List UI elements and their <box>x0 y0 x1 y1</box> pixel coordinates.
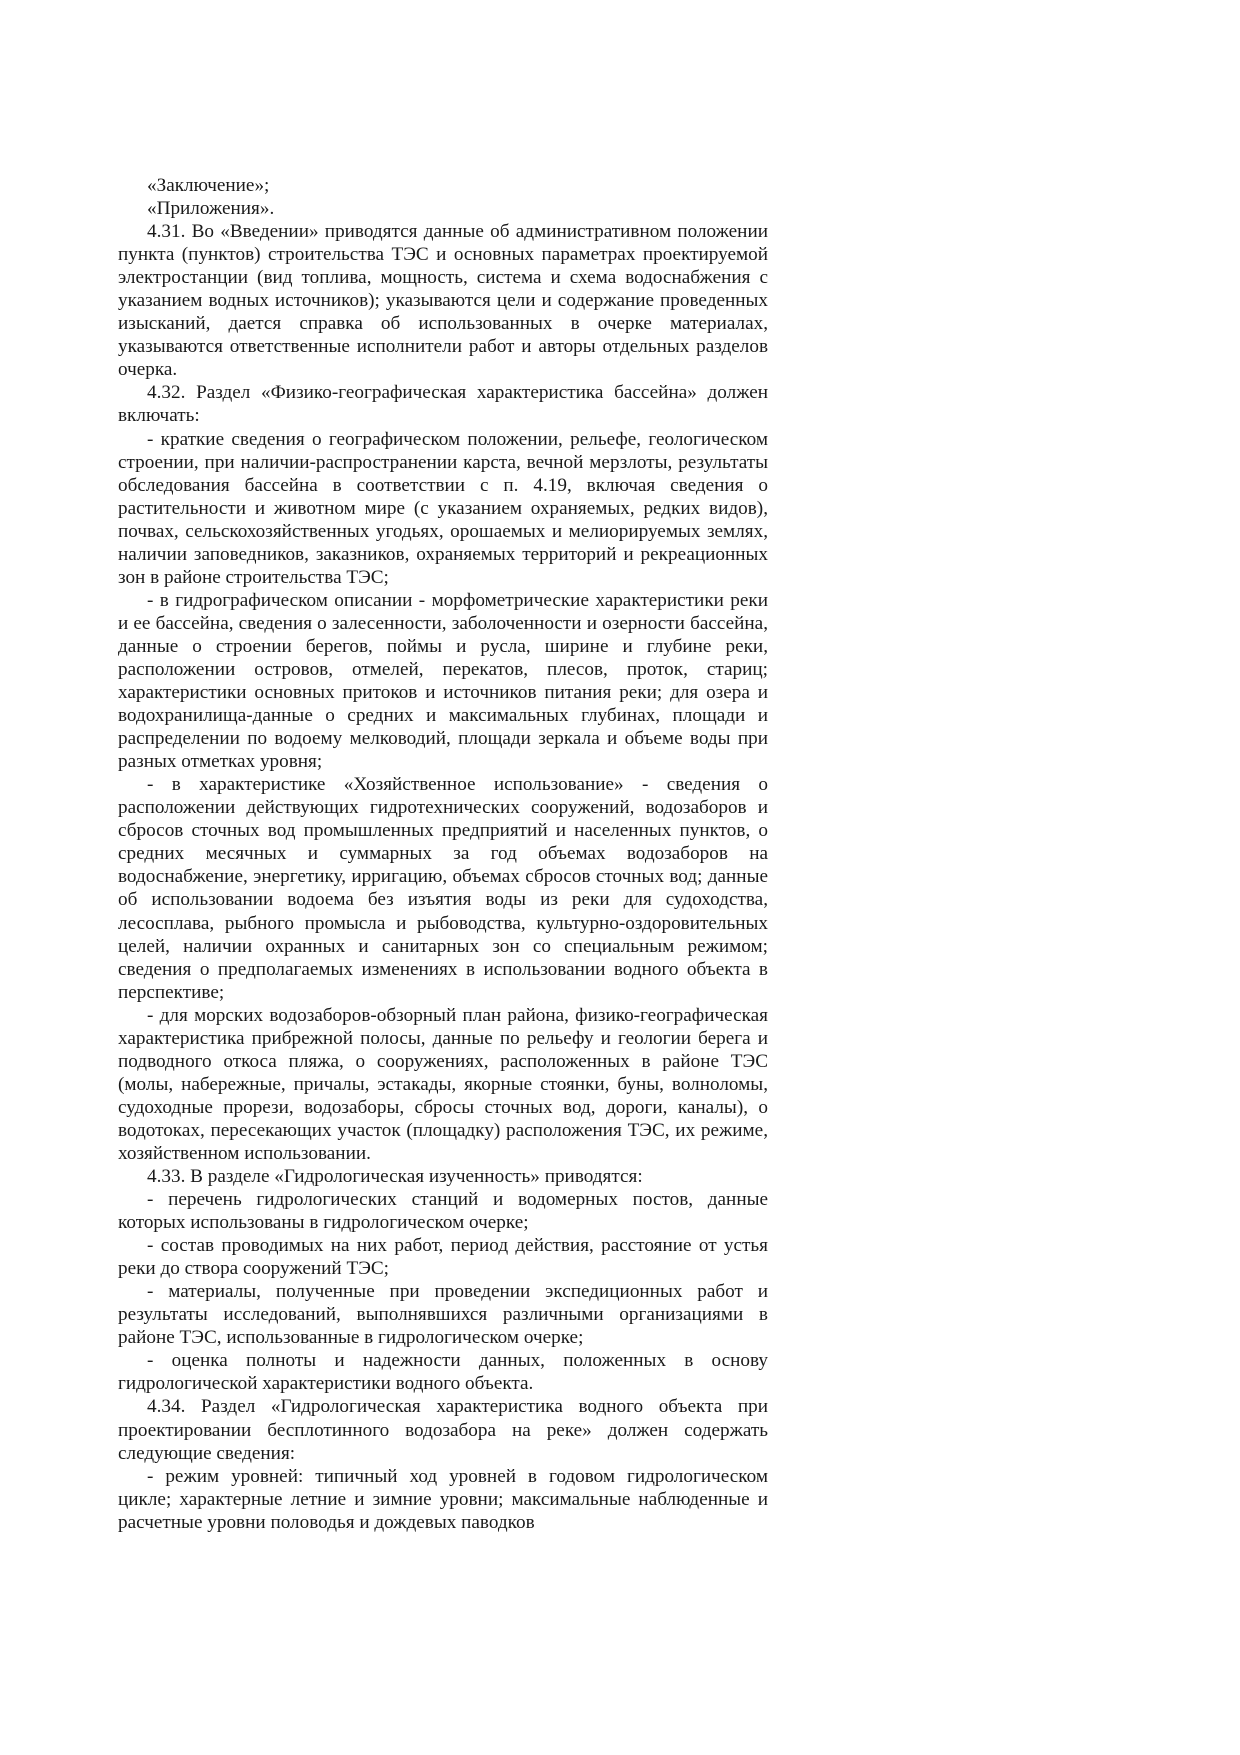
paragraph-works-scope-item: - состав проводимых на них работ, период действия, расстояние от устья реки до створа сооружений ТЭС; <box>118 1235 768 1280</box>
paragraph-marine-intakes-item: - для морских водозаборов-обзорный план района, физико-географическая характеристика прибрежной полосы, данные по рельефу и геологии берега и подводного откоса пляжа, о сооружениях, расположенных в районе ТЭС (молы, набережные, причалы, эстакады, якорные стоянки, буны, волноломы, судоходные прорези, водозаборы, сбросы сточных вод, дороги, каналы), о водотоках, пересекающих участок (площадку) расположения ТЭС, их режиме, хозяйственном использовании. <box>118 1004 768 1164</box>
paragraph-stations-list-item: - перечень гидрологических станций и водомерных постов, данные которых использованы в гидрологическом очерке; <box>118 1189 768 1234</box>
paragraph-hydrography-item: - в гидрографическом описании - морфометрические характеристики реки и ее бассейна, сведения о залесенности, заболоченности и озерности бассейна, данные о строении берегов, поймы и русла, ширине и глубине реки, расположении островов, отмелей, перекатов, плесов, проток, стариц; характеристики основных притоков и источников питания реки; для озера и водохранилища-данные о средних и максимальных глубинах, площади и распределении по водоему мелководий, площади зеркала и объеме воды при разных отметках уровня; <box>118 589 768 773</box>
document-body <box>118 174 768 1534</box>
paragraph-economic-use-item: - в характеристике «Хозяйственное использование» - сведения о расположении действующих гидротехнических сооружений, водозаборов и сбросов сточных вод промышленных предприятий и населенных пунктов, о средних месячных и суммарных за год объемах водозаборов на водоснабжение, энергетику, ирригацию, объемах сбросов сточных вод; данные об использовании водоема без изъятия воды из реки для судоходства, лесосплава, рыбного промысла и рыбоводства, культурно-оздоровительных целей, наличии охранных и санитарных зон со специальным режимом; сведения о предполагаемых изменениях в использовании водного объекта в перспективе; <box>118 774 768 1003</box>
paragraph-appendices-item: «Приложения». <box>147 198 275 220</box>
paragraph-4-34: 4.34. Раздел «Гидрологическая характеристика водного объекта при проектировании бесплотинного водозабора на реке» должен содержать следующие сведения: <box>118 1396 768 1464</box>
paragraph-expedition-materials-item: - материалы, полученные при проведении экспедиционных работ и результаты исследований, выполнявшихся различными организациями в районе ТЭС, использованные в гидрологическом очерке; <box>118 1281 768 1349</box>
paragraph-level-regime-item: - режим уровней: типичный ход уровней в годовом гидрологическом цикле; характерные летние и зимние уровни; максимальные наблюденные и расчетные уровни половодья и дождевых паводков <box>118 1465 768 1533</box>
paragraph-4-31: 4.31. Во «Введении» приводятся данные об административном положении пункта (пунктов) строительства ТЭС и основных параметрах проектируемой электростанции (вид топлива, мощность, система и схема водоснабжения с указанием водных источников); указываются цели и содержание проведенных изысканий, дается справка об использованных в очерке материалах, указываются ответственные исполнители работ и авторы отдельных разделов очерка. <box>118 221 768 381</box>
paragraph-4-32: 4.32. Раздел «Физико-географическая характеристика бассейна» должен включать: <box>118 382 768 427</box>
paragraph-4-33: 4.33. В разделе «Гидрологическая изученность» приводятся: <box>147 1166 643 1188</box>
paragraph-data-assessment-item: - оценка полноты и надежности данных, положенных в основу гидрологической характеристики водного объекта. <box>118 1350 768 1395</box>
paragraph-conclusion-item: «Заключение»; <box>147 175 270 196</box>
paragraph-geography-item: - краткие сведения о географическом положении, рельефе, геологическом строении, при наличии-распространении карста, вечной мерзлоты, результаты обследования бассейна в соответствии с п. 4.19, включая сведения о растительности и животном мире (с указанием охраняемых, редких видов), почвах, сельскохозяйственных угодьях, орошаемых и мелиорируемых землях, наличии заповедников, заказников, охраняемых территорий и рекреационных зон в районе строительства ТЭС; <box>118 428 768 588</box>
